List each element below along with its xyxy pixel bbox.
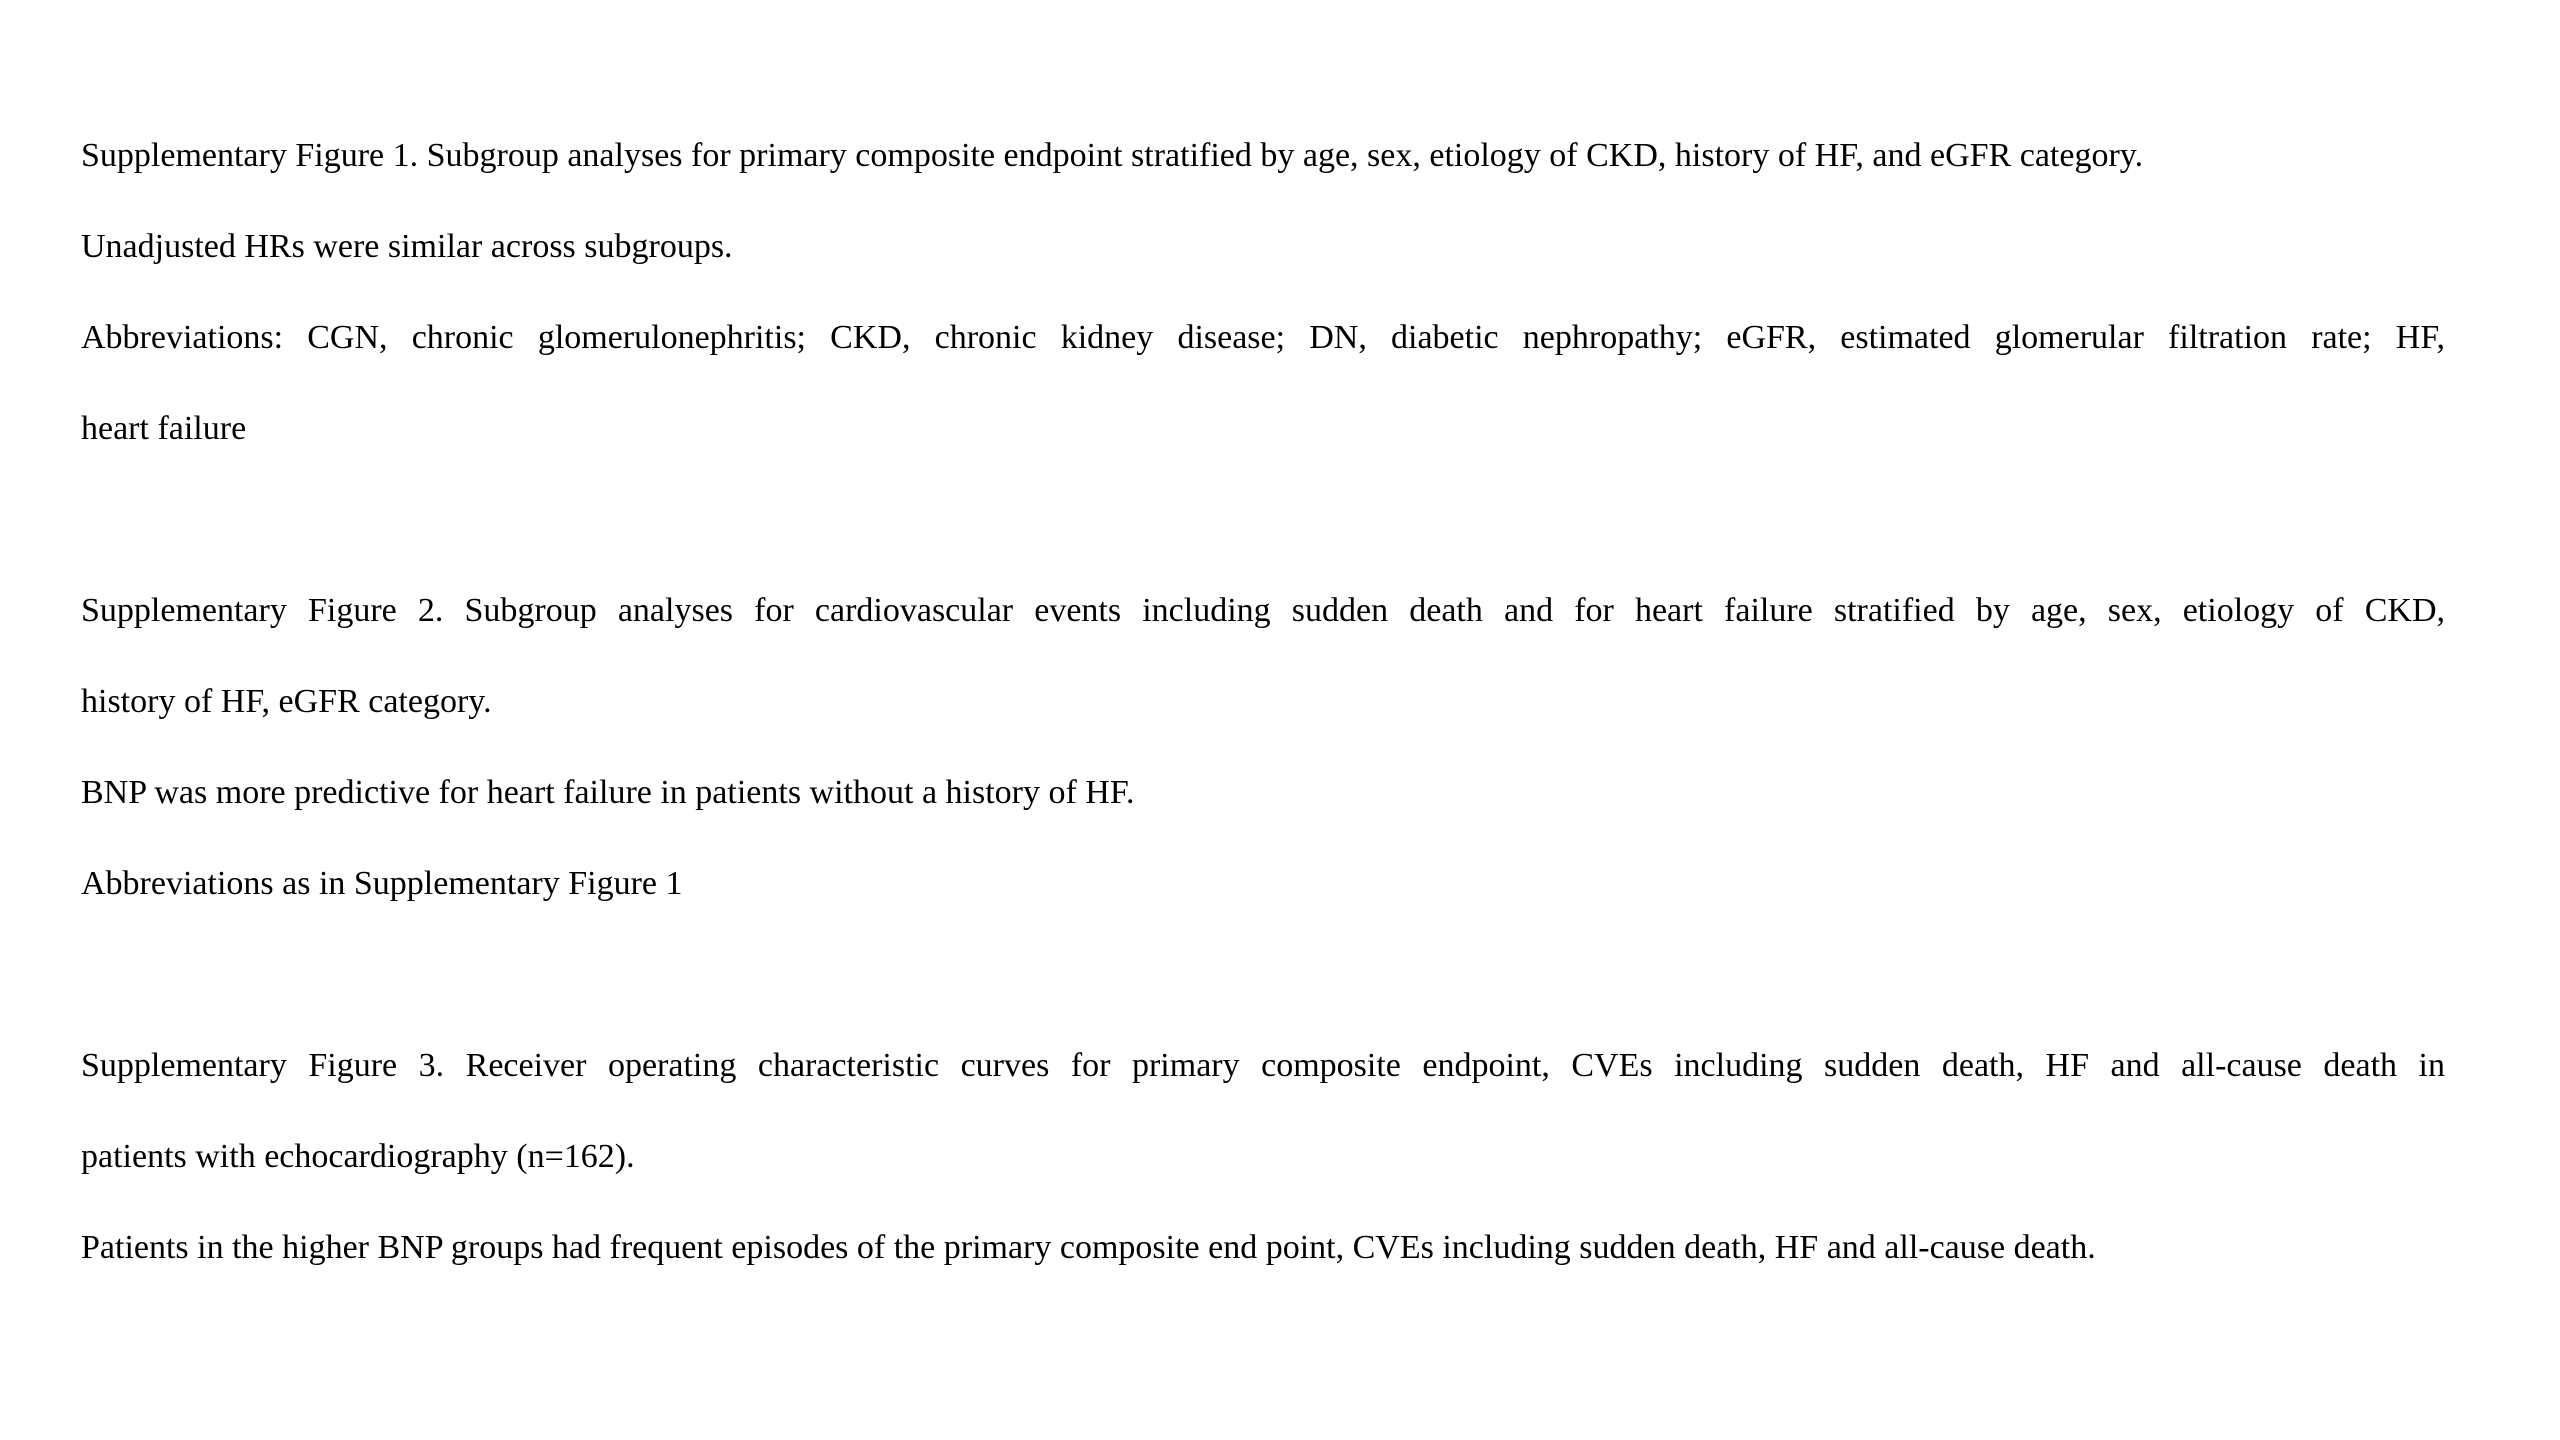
figure-3-legend bbox=[81, 1020, 2481, 1293]
figure-1-legend bbox=[81, 110, 2481, 474]
figure-3-caption-line-1: Supplementary Figure 3. Receiver operating characteristic curves for primary composite endpoint, CVEs including sudden death, HF and all-cause death in bbox=[81, 1047, 2445, 1084]
figure-3-caption-line-2: patients with echocardiography (n=162). bbox=[81, 1138, 635, 1175]
figure-1-caption-line-1: Supplementary Figure 1. Subgroup analyses for primary composite endpoint stratified by age, sex, etiology of CKD, history of HF, and eGFR category. bbox=[81, 137, 2144, 174]
figure-2-caption-line-2: history of HF, eGFR category. bbox=[81, 683, 492, 720]
figure-2-abbreviations: Abbreviations as in Supplementary Figure 1 bbox=[81, 865, 683, 902]
figure-1-abbreviations-line-1: Abbreviations: CGN, chronic glomerulonephritis; CKD, chronic kidney disease; DN, diabetic nephropathy; eGFR, estimated glomerular filtration rate; HF, bbox=[81, 319, 2445, 356]
figure-1-abbreviations-line-2: heart failure bbox=[81, 410, 247, 447]
figure-2-caption-line-1: Supplementary Figure 2. Subgroup analyses for cardiovascular events including sudden death and for heart failure stratified by age, sex, etiology of CKD, bbox=[81, 592, 2445, 629]
figure-2-legend bbox=[81, 565, 2481, 929]
document-page bbox=[81, 110, 2481, 1293]
figure-3-note: Patients in the higher BNP groups had frequent episodes of the primary composite end point, CVEs including sudden death, HF and all-cause death. bbox=[81, 1229, 2096, 1266]
figure-2-note: BNP was more predictive for heart failure in patients without a history of HF. bbox=[81, 774, 1135, 811]
figure-1-note: Unadjusted HRs were similar across subgroups. bbox=[81, 228, 733, 265]
